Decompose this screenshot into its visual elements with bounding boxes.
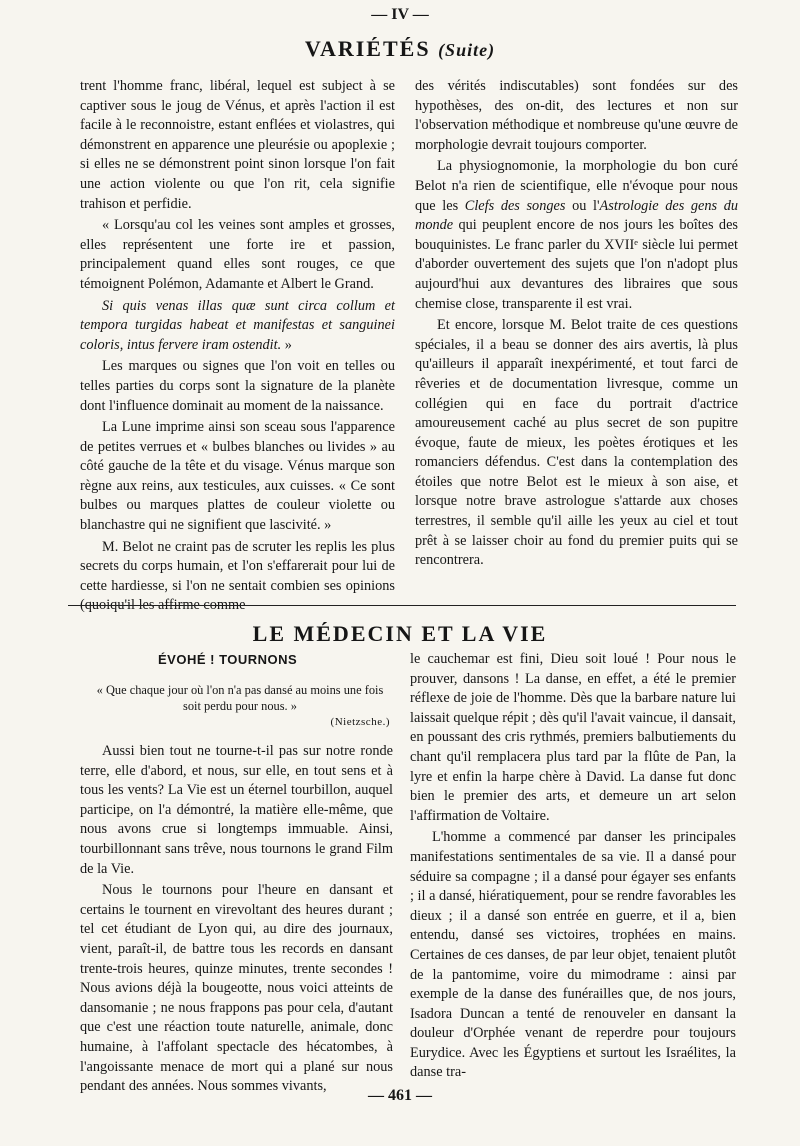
text-run: qui peuplent encore de nos jours les boîtes des bouquinistes. Le franc parler du xyxy=(415,217,738,253)
paragraph: Les marques ou signes que l'on voit en telles ou telles parties du corps sont la signature de la planète dont l'influence dominait au moment de la naissance. xyxy=(80,358,395,414)
latin-quote-text: Si quis venas illas quæ sunt circa collum et tempora turgidas habeat et manifestas et sanguinei coloris, intus fervere iram ostendit. xyxy=(80,297,395,353)
text-run: ou l' xyxy=(572,197,600,214)
paragraph: L'homme a commencé par danser les principales manifestations sentimentales de sa vie. Il a dansé pour séduire sa compagne ; il a dansé pour égayer ses enfants ; il a dansé, hiératiquement, pour se rendre favorables les dieux ; il a dansé son entrée en guerre, et il a, bien entendu, dansé ses victoires, trophées en mains. Certaines de ces danses, de par leur objet, tenaient plutôt de la pantomime, voire du mimodrame : ainsi par exemple de la danse des funérailles que, de nos jours, Isadora Duncan a tenté de renouveler en dansant la douleur d'Orphée venant de reperdre pour toujours Eurydice. Avec les Égyptiens et surtout les Israélites, la danse tra- xyxy=(410,829,736,1081)
section-title-suffix: (Suite) xyxy=(438,40,496,60)
book-title: Astrologie des gens du monde xyxy=(415,197,739,234)
medecin-column-right xyxy=(410,650,736,1083)
section-title-medecin: LE MÉDECIN ET LA VIE xyxy=(252,621,548,646)
epigraph-text: « Que chaque jour où l'on n'a pas dansé au moins une fois soit perdu pour nous. » xyxy=(96,683,384,713)
paragraph: Et encore, lorsque M. Belot traite de ces questions spéciales, il a beau se donner des airs avertis, là plus qu'ailleurs il apparaît inexpérimenté, et tout farci de rêveries et de documentation livresque, comme un collégien qui en face du portrait d'actrice amoureusement caché au plus secret de son pupitre évoque, faute de mieux, les poètes érotiques et les romanciers défendus. C'est dans la contemplation des étoiles que notre Belot est le mieux à son aise, et lorsque notre brave astrologue s'attarde aux choses terrestres, il semble qu'il aille les yeux au ciel et tout prêt à se laisser choir au fond du premier puits qui se rencontrera. xyxy=(415,317,738,569)
epigraph xyxy=(90,682,390,730)
text-run: La physiognomonie, la morphologie du bon curé Belot n'a rien de scientifique, elle n'évoque pour nous que les xyxy=(415,158,738,214)
section-divider xyxy=(68,605,736,606)
paragraph: « Lorsqu'au col les veines sont amples et grosses, elles représentent une forte ire et passion, principalement quand elles sont rouges, ce que témoignent Polémon, Adamante et Albert le Grand. xyxy=(80,217,395,292)
varietes-column-left xyxy=(80,77,395,616)
paragraph: Nous le tournons pour l'heure en dansant et certains le tournent en virevoltant des heures durant ; tel cet étudiant de Lyon qui, au dire des journaux, vient, paraît-il, de battre tous les records en dansant trente-trois heures, quinze minutes, trente secondes ! Nous avions déjà la bougeotte, nous voici atteints de dansomanie ; ne nous frappons pas pour cela, d'autant que c'est une réaction toute naturelle, animale, donc humaine, à l'affolant spectacle des hécatombes, à l'angoissante menace de mort qui a plané sur nous pendant des années. Nous sommes vivants, xyxy=(80,882,393,1095)
top-page-marker: — IV — xyxy=(371,6,429,23)
paragraph: trent l'homme franc, libéral, lequel est subject à se captiver sous le joug de Vénus, et après l'action il est facile à le reconnoistre, estant enflées et violastres, qui démonstrent en apparence une pleurésie ou apoplexie ; si elles ne se démonstrent point sinon lorsque l'on fait une action violente ou que l'on rit, cela signifie trahison et perfidie. xyxy=(80,78,395,212)
medecin-column-left xyxy=(80,742,393,1097)
paragraph xyxy=(415,157,738,314)
book-title: Clefs des songes xyxy=(464,197,566,214)
page-number: — 461 — xyxy=(368,1087,432,1104)
varietes-column-right xyxy=(415,77,738,571)
section-title-text: VARIÉTÉS xyxy=(304,36,431,61)
quote-close: » xyxy=(284,336,292,353)
paragraph: La Lune imprime ainsi son sceau sous l'apparence de petites verrues et « bulbes blanches ou livides » au côté gauche de la tête et du visage. Vénus marque son règne aux reins, aux testicules, aux cuisses. « Ce sont bulbes ou marques plattes de couleur violette ou blanchastre qui ne signifient que lascivité. » xyxy=(80,419,395,534)
latin-quote xyxy=(80,297,395,356)
paragraph: Aussi bien tout ne tourne-t-il pas sur notre ronde terre, elle d'abord, et nous, sur elle, en tout sens et à tous les vents? La Vie est un éternel tourbillon, auquel participe, on l'a démontré, la matière elle-même, que nous avons crue si longtemps immuable. Ainsi, tourbillonnant sans trêve, nous tournons le grand Film de la Vie. xyxy=(80,743,393,877)
paragraph: M. Belot ne craint pas de scruter les replis les plus secrets du corps humain, et l'on s'effarerait pour lui de cette hardiesse, si l'on ne sentait combien ses opinions (quoiqu'il les affirme comme xyxy=(80,538,395,614)
text-run: siècle lui permet d'aborder ouvertement des sujets que l'on n'adopt plus aujourd'hui aux devantures des libraires que sous chemise close, transparente il est vrai. xyxy=(415,236,738,312)
paragraph: des vérités indiscutables) sont fondées sur des hypothèses, des on-dit, des lectures et non sur l'observation méthodique et nombreuse qu'une œuvre de morphologie devrait toujours comporter. xyxy=(415,78,738,153)
century-label: XVIIᵉ xyxy=(604,236,638,253)
paragraph: le cauchemar est fini, Dieu soit loué ! Pour nous le prouver, dansons ! La danse, en effet, a été le premier réflexe de joie de l'homme. Dès que la barbare nature lui laissait quelque répit ; dès qu'il l'avait vaincue, il dansait, en poussant des cris rythmés, premiers balbutiements du chant qu'il remplacera plus tard par la flûte de Pan, la lyre et enfin la harpe chère à David. La danse fut donc bien le premier des arts, et demeure un art selon l'affirmation de Voltaire. xyxy=(410,651,736,824)
epigraph-author: (Nietzsche.) xyxy=(330,716,390,728)
article-subtitle: ÉVOHÉ ! TOURNONS xyxy=(158,652,298,667)
section-title-varietes xyxy=(0,36,800,62)
